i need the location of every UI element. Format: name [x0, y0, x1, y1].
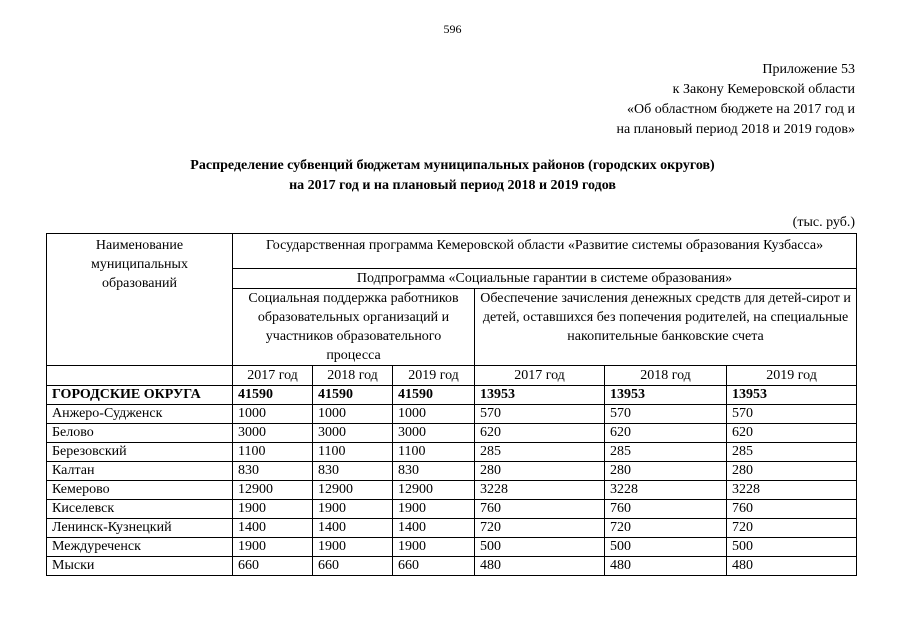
- table-row: [47, 500, 857, 519]
- municipality-name-cell: Кемерово: [47, 481, 233, 500]
- municipality-name-cell: ГОРОДСКИЕ ОКРУГА: [47, 386, 233, 405]
- value-cell: 285: [605, 443, 727, 462]
- subprogram-header: Подпрограмма «Социальные гарантии в системе образования»: [233, 269, 857, 289]
- title-line: Распределение субвенций бюджетам муниципальных районов (городских округов): [190, 158, 715, 173]
- value-cell: 280: [475, 462, 605, 481]
- value-cell: 1900: [313, 500, 393, 519]
- municipality-name-cell: Киселевск: [47, 500, 233, 519]
- value-cell: 660: [313, 557, 393, 576]
- appendix-line: к Закону Кемеровской области: [672, 82, 855, 97]
- value-cell: 1400: [393, 519, 475, 538]
- municipality-name-cell: Белово: [47, 424, 233, 443]
- value-cell: 760: [727, 500, 857, 519]
- table-row: [47, 557, 857, 576]
- value-cell: 720: [727, 519, 857, 538]
- value-cell: 500: [475, 538, 605, 557]
- table-row-total: [47, 386, 857, 405]
- value-cell: 3000: [393, 424, 475, 443]
- value-cell: 620: [605, 424, 727, 443]
- page-number: 596: [443, 22, 462, 36]
- value-cell: 1000: [393, 405, 475, 424]
- municipality-name-cell: Березовский: [47, 443, 233, 462]
- value-cell: 13953: [475, 386, 605, 405]
- value-cell: 760: [475, 500, 605, 519]
- appendix-line: «Об областном бюджете на 2017 год и: [627, 102, 855, 117]
- value-cell: 41590: [393, 386, 475, 405]
- value-cell: 500: [605, 538, 727, 557]
- year-header: 2018 год: [313, 366, 393, 386]
- year-header: 2017 год: [233, 366, 313, 386]
- value-cell: 500: [727, 538, 857, 557]
- value-cell: 620: [727, 424, 857, 443]
- value-cell: 41590: [233, 386, 313, 405]
- name-column-header: Наименование муниципальных образований: [47, 234, 233, 366]
- value-cell: 12900: [233, 481, 313, 500]
- table-row: [47, 538, 857, 557]
- value-cell: 570: [727, 405, 857, 424]
- table-row: [47, 481, 857, 500]
- value-cell: 1100: [313, 443, 393, 462]
- value-cell: 1400: [313, 519, 393, 538]
- value-cell: 3228: [727, 481, 857, 500]
- appendix-line: Приложение 53: [762, 62, 855, 77]
- municipality-name-cell: Анжеро-Судженск: [47, 405, 233, 424]
- year-header: 2017 год: [475, 366, 605, 386]
- value-cell: 41590: [313, 386, 393, 405]
- value-cell: 1900: [233, 538, 313, 557]
- blank-header-cell: [47, 366, 233, 386]
- municipality-name-cell: Калтан: [47, 462, 233, 481]
- value-cell: 570: [475, 405, 605, 424]
- value-cell: 280: [605, 462, 727, 481]
- value-cell: 660: [233, 557, 313, 576]
- value-cell: 1900: [313, 538, 393, 557]
- group-header-social-support: Социальная поддержка работников образовательных организаций и участников образовательного процесса: [233, 289, 475, 366]
- subsidies-table: [46, 233, 857, 576]
- table-row: [47, 405, 857, 424]
- municipality-name-cell: Междуреченск: [47, 538, 233, 557]
- value-cell: 13953: [605, 386, 727, 405]
- municipality-name-cell: Ленинск-Кузнецкий: [47, 519, 233, 538]
- value-cell: 1100: [233, 443, 313, 462]
- year-header: 2018 год: [605, 366, 727, 386]
- value-cell: 285: [475, 443, 605, 462]
- table-row: [47, 519, 857, 538]
- value-cell: 3000: [313, 424, 393, 443]
- value-cell: 480: [605, 557, 727, 576]
- year-header: 2019 год: [727, 366, 857, 386]
- value-cell: 1000: [313, 405, 393, 424]
- value-cell: 660: [393, 557, 475, 576]
- program-header: Государственная программа Кемеровской области «Развитие системы образования Кузбасса»: [233, 234, 857, 269]
- value-cell: 1100: [393, 443, 475, 462]
- municipality-name-cell: Мыски: [47, 557, 233, 576]
- table-row: [47, 462, 857, 481]
- value-cell: 570: [605, 405, 727, 424]
- value-cell: 1900: [393, 538, 475, 557]
- value-cell: 480: [475, 557, 605, 576]
- value-cell: 1900: [233, 500, 313, 519]
- value-cell: 480: [727, 557, 857, 576]
- year-header: 2019 год: [393, 366, 475, 386]
- value-cell: 12900: [313, 481, 393, 500]
- group-header-orphan-accounts: Обеспечение зачисления денежных средств для детей-сирот и детей, оставшихся без попечения родителей, на специальные накопительные банковские счета: [475, 289, 857, 366]
- value-cell: 12900: [393, 481, 475, 500]
- value-cell: 285: [727, 443, 857, 462]
- value-cell: 13953: [727, 386, 857, 405]
- unit-label: (тыс. руб.): [792, 215, 855, 230]
- value-cell: 3000: [233, 424, 313, 443]
- document-title: [0, 156, 905, 196]
- table-row: [47, 424, 857, 443]
- value-cell: 720: [605, 519, 727, 538]
- value-cell: 830: [393, 462, 475, 481]
- value-cell: 830: [313, 462, 393, 481]
- value-cell: 1400: [233, 519, 313, 538]
- appendix-line: на плановый период 2018 и 2019 годов»: [616, 122, 855, 137]
- value-cell: 620: [475, 424, 605, 443]
- appendix-note: [616, 60, 855, 140]
- title-line: на 2017 год и на плановый период 2018 и 2019 годов: [289, 178, 616, 193]
- value-cell: 720: [475, 519, 605, 538]
- value-cell: 1000: [233, 405, 313, 424]
- value-cell: 280: [727, 462, 857, 481]
- value-cell: 3228: [605, 481, 727, 500]
- table-row: [47, 443, 857, 462]
- value-cell: 3228: [475, 481, 605, 500]
- value-cell: 1900: [393, 500, 475, 519]
- value-cell: 830: [233, 462, 313, 481]
- value-cell: 760: [605, 500, 727, 519]
